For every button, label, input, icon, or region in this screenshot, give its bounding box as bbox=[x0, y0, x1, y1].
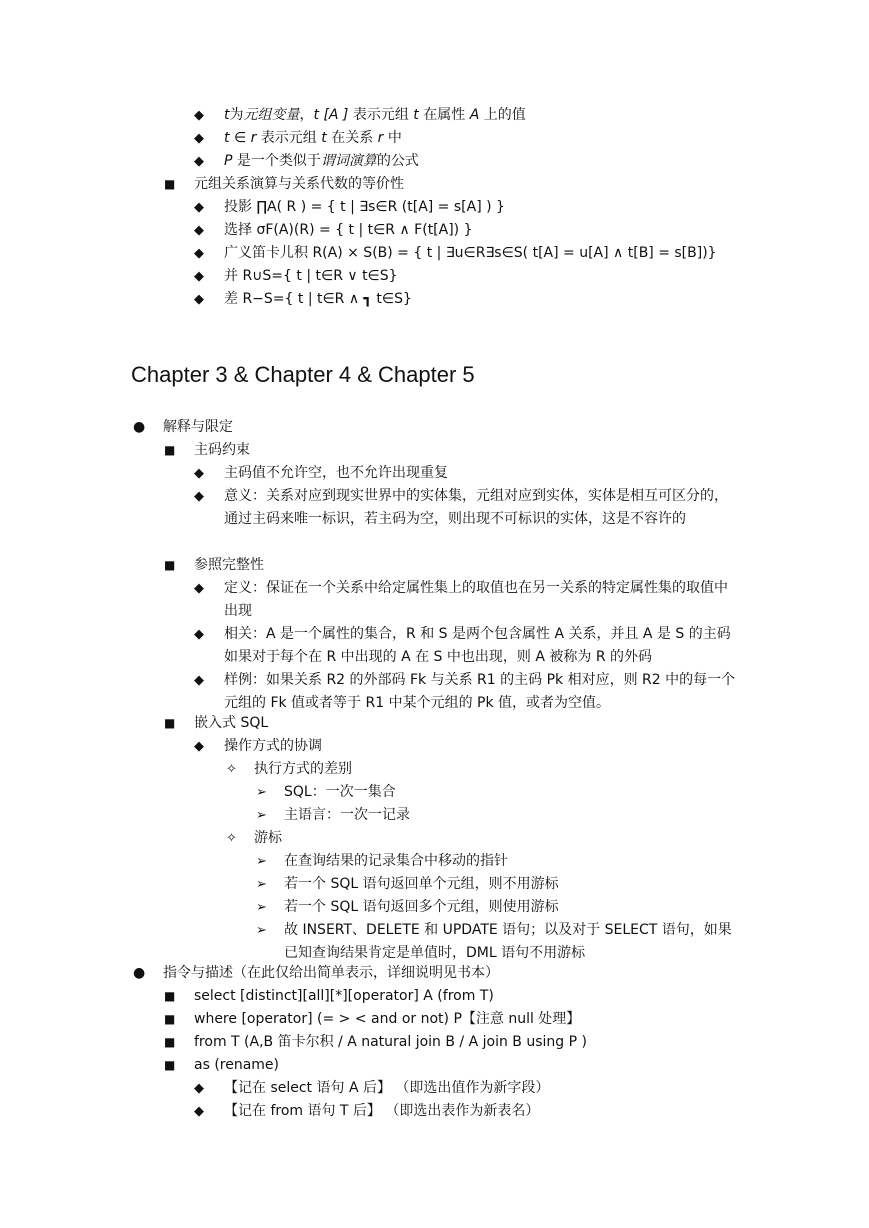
square-bullet-icon: ■ bbox=[164, 1058, 176, 1072]
tuple-in-t2: t bbox=[321, 130, 327, 146]
formula-rest: 是一个类似于 bbox=[232, 153, 321, 169]
arrow-bullet-icon: ➢ bbox=[256, 854, 267, 869]
ref-item-1: 定义：保证在一个关系中给定属性集上的取值也在另一关系的特定属性集的取值中出现 bbox=[224, 580, 728, 619]
formula-p: P bbox=[224, 153, 233, 169]
diamond-bullet-icon: ◆ bbox=[194, 200, 204, 215]
diamond-bullet-icon: ◆ bbox=[194, 246, 204, 261]
diamond-bullet-icon: ◆ bbox=[194, 223, 204, 238]
equivalence-heading: 元组关系演算与关系代数的等价性 bbox=[194, 176, 404, 192]
cursor-item-3: 若一个 SQL 语句返回多个元组，则使用游标 bbox=[284, 899, 559, 915]
dot-bullet-icon: ● bbox=[133, 965, 146, 981]
tuple-var-ta: t [A ] bbox=[313, 107, 349, 123]
tuple-var-end: 上的值 bbox=[479, 107, 526, 123]
esql-sql-mode: SQL：一次一集合 bbox=[284, 784, 396, 800]
tuple-var-mid3: 在属性 bbox=[418, 107, 470, 123]
cmd-as-from: 【记在 from 语句 T 后】 （即选出表作为新表名） bbox=[224, 1103, 540, 1119]
tuple-in-end: 中 bbox=[383, 130, 402, 146]
four-point-star-bullet-icon: ✧ bbox=[226, 831, 237, 846]
pk-constraint-title: 主码约束 bbox=[194, 442, 250, 458]
diamond-bullet-icon: ◆ bbox=[194, 1104, 204, 1119]
ref-integrity-title: 参照完整性 bbox=[194, 557, 264, 573]
tuple-in-r: r bbox=[377, 130, 384, 146]
cursor-item-2: 若一个 SQL 语句返回单个元组，则不用游标 bbox=[284, 876, 559, 892]
diamond-bullet-icon: ◆ bbox=[194, 673, 204, 688]
op-cartesian: 广义笛卡儿积 R(A) × S(B) = { t | ∃u∈R∃s∈S( t[A] = u[A] ∧ t[B] = s[B])} bbox=[224, 245, 717, 261]
tuple-in-rest: 表示元组 bbox=[256, 130, 322, 146]
arrow-bullet-icon: ➢ bbox=[256, 923, 267, 938]
tuple-var-t2: t bbox=[413, 107, 419, 123]
chapter-heading: Chapter 3 & Chapter 4 & Chapter 5 bbox=[131, 362, 475, 387]
pk-item-1: 主码值不允许空，也不允许出现重复 bbox=[224, 465, 448, 481]
diamond-bullet-icon: ◆ bbox=[194, 292, 204, 307]
formula-term: 谓词演算 bbox=[320, 153, 377, 169]
tuple-in-mid: 在关系 bbox=[326, 130, 378, 146]
diamond-bullet-icon: ◆ bbox=[194, 627, 204, 642]
pk-item-2: 意义：关系对应到现实世界中的实体集，元组对应到实体，实体是相互可区分的，通过主码来唯一标识，若主码为空，则出现不可标识的实体，这是不容许的 bbox=[224, 488, 728, 527]
esql-title: 嵌入式 SQL bbox=[194, 715, 269, 731]
cmd-from: from T (A,B 笛卡尔积 / A natural join B / A join B using P ) bbox=[194, 1034, 587, 1050]
diamond-bullet-icon: ◆ bbox=[194, 154, 204, 169]
diamond-bullet-icon: ◆ bbox=[194, 489, 204, 504]
diamond-bullet-icon: ◆ bbox=[194, 1081, 204, 1096]
tuple-var-mid2: ， bbox=[299, 107, 314, 123]
cmd-select: select [distinct][all][*][operator] A (from T) bbox=[194, 988, 494, 1004]
op-projection: 投影 ∏A( R ) = { t | ∃s∈R (t[A] = s[A] ) } bbox=[224, 199, 505, 215]
ref-item-3: 样例：如果关系 R2 的外部码 Fk 与关系 R1 的主码 Pk 相对应，则 R2 中的每一个元组的 Fk 值或者等于 R1 中某个元组的 Pk 值，或者为空值。 bbox=[224, 672, 736, 711]
tuple-var-mid1: 为 bbox=[229, 107, 244, 123]
formula-end: 的公式 bbox=[376, 153, 419, 169]
dot-bullet-icon: ● bbox=[133, 419, 146, 435]
esql-host-mode: 主语言：一次一记录 bbox=[284, 807, 410, 823]
cmd-as: as (rename) bbox=[194, 1057, 280, 1073]
diamond-bullet-icon: ◆ bbox=[194, 108, 204, 123]
square-bullet-icon: ■ bbox=[164, 443, 176, 457]
diamond-bullet-icon: ◆ bbox=[194, 466, 204, 481]
diamond-bullet-icon: ◆ bbox=[194, 269, 204, 284]
tuple-in-expr: t ∈ r bbox=[224, 130, 257, 146]
diamond-bullet-icon: ◆ bbox=[194, 739, 204, 754]
square-bullet-icon: ■ bbox=[164, 716, 176, 730]
cmd-where: where [operator] (= > < and or not) P【注意 null 处理】 bbox=[194, 1011, 581, 1027]
ref-item-2: 相关：A 是一个属性的集合，R 和 S 是两个包含属性 A 关系，并且 A 是 S 的主码 如果对于每个在 R 中出现的 A 在 S 中也出现，则 A 被称为 R 的外码 bbox=[224, 626, 731, 665]
esql-exec-difference: 执行方式的差别 bbox=[254, 761, 352, 777]
four-point-star-bullet-icon: ✧ bbox=[226, 762, 237, 777]
section-commands-title: 指令与描述（在此仅给出简单表示，详细说明见书本） bbox=[163, 965, 499, 981]
esql-coordination: 操作方式的协调 bbox=[224, 738, 322, 754]
tuple-var-a: A bbox=[469, 107, 480, 123]
square-bullet-icon: ■ bbox=[164, 558, 176, 572]
tuple-var-rest: 表示元组 bbox=[348, 107, 414, 123]
cursor-item-4: 故 INSERT、DELETE 和 UPDATE 语句；以及对于 SELECT 语句，如果已知查询结果肯定是单值时，DML 语句不用游标 bbox=[284, 922, 732, 961]
op-union: 并 R∪S={ t | t∈R ∨ t∈S} bbox=[224, 268, 398, 284]
tuple-var-term: 元组变量 bbox=[243, 107, 300, 123]
tuple-variable-line bbox=[224, 104, 526, 127]
tuple-in-line bbox=[224, 127, 402, 150]
diamond-bullet-icon: ◆ bbox=[194, 131, 204, 146]
op-difference: 差 R−S={ t | t∈R ∧ ┓ t∈S} bbox=[224, 291, 412, 307]
esql-cursor-title: 游标 bbox=[254, 830, 282, 846]
arrow-bullet-icon: ➢ bbox=[256, 900, 267, 915]
arrow-bullet-icon: ➢ bbox=[256, 808, 267, 823]
diamond-bullet-icon: ◆ bbox=[194, 581, 204, 596]
section-interpretation-title: 解释与限定 bbox=[163, 419, 233, 435]
arrow-bullet-icon: ➢ bbox=[256, 785, 267, 800]
tuple-var-t: t bbox=[224, 107, 230, 123]
cursor-item-1: 在查询结果的记录集合中移动的指针 bbox=[284, 853, 508, 869]
formula-line bbox=[224, 150, 419, 173]
square-bullet-icon: ■ bbox=[164, 1035, 176, 1049]
op-selection: 选择 σF(A)(R) = { t | t∈R ∧ F(t[A]) } bbox=[224, 222, 473, 238]
square-bullet-icon: ■ bbox=[164, 1012, 176, 1026]
arrow-bullet-icon: ➢ bbox=[256, 877, 267, 892]
cmd-as-select: 【记在 select 语句 A 后】 （即选出值作为新字段） bbox=[224, 1080, 550, 1096]
square-bullet-icon: ■ bbox=[164, 177, 176, 191]
square-bullet-icon: ■ bbox=[164, 989, 176, 1003]
